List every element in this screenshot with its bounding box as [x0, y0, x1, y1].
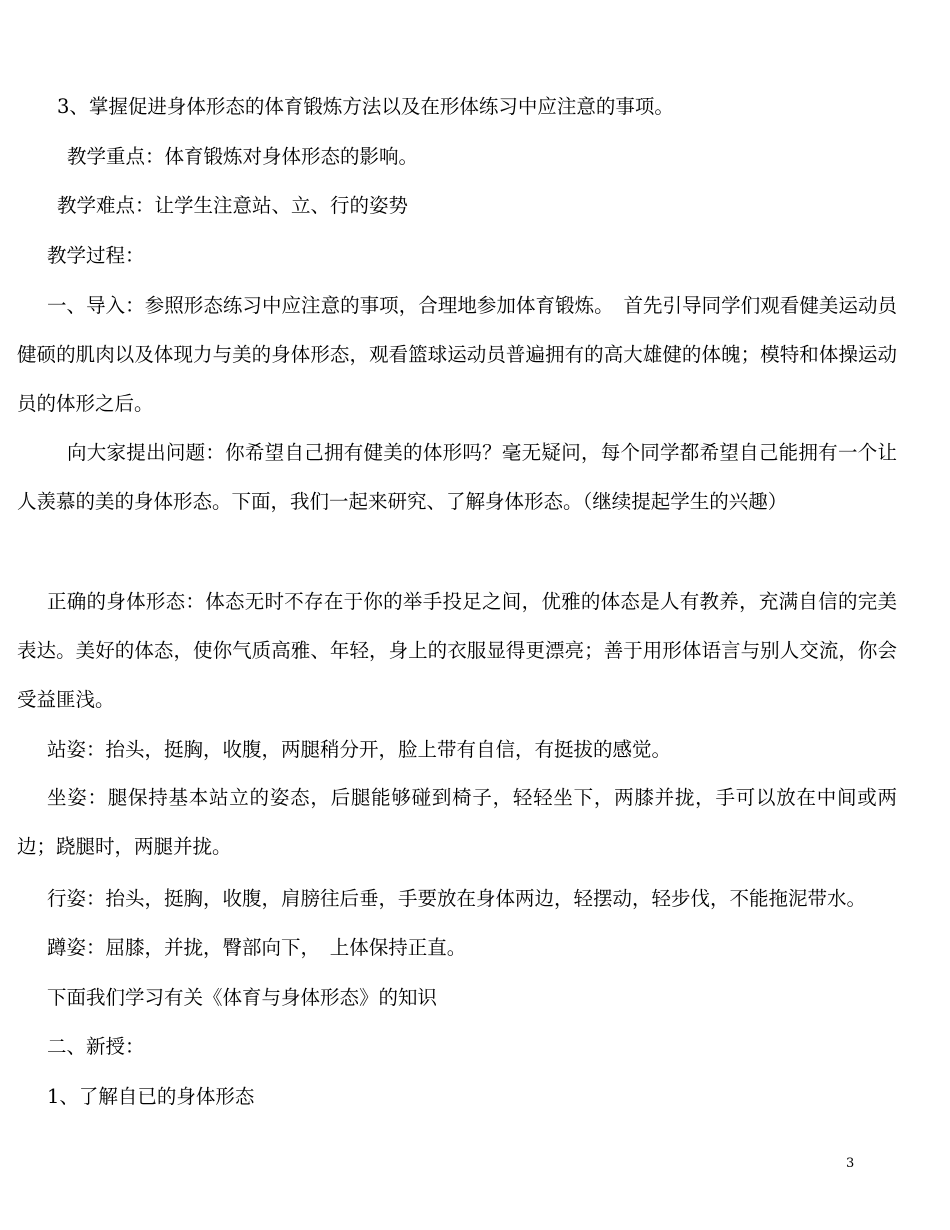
transition-sentence: 下面我们学习有关《体育与身体形态》的知识 [47, 986, 438, 1009]
teaching-difficulty: 教学难点：让学生注意站、立、行的姿势 [57, 194, 409, 217]
objective-3: 3、掌握促进身体形态的体育锻炼方法以及在形体练习中应注意的事项。 [57, 95, 674, 118]
squatting-posture: 蹲姿：屈膝，并拢，臀部向下， 上体保持正直。 [47, 936, 467, 959]
sitting-posture: 坐姿：腿保持基本站立的姿态，后腿能够碰到椅子，轻轻坐下，两膝并拢，手可以放在中间或两边；跷腿时，两腿并拢。 [17, 786, 897, 858]
walking-posture: 行姿：抬头，挺胸，收腹，肩膀往后垂，手要放在身体两边，轻摆动，轻步伐，不能拖泥带水。 [47, 887, 867, 910]
page-number: 3 [846, 1156, 855, 1171]
correct-posture-paragraph: 正确的身体形态：体态无时不存在于你的举手投足之间，优雅的体态是人有教养，充满自信的完美表达。美好的体态，使你气质高雅、年轻，身上的衣服显得更漂亮；善于用形体语言与别人交流，你会受益匪浅。 [17, 590, 897, 711]
subsection-1: 1、了解自已的身体形态 [47, 1085, 255, 1108]
teaching-process-heading: 教学过程： [47, 244, 145, 267]
standing-posture: 站姿：抬头，挺胸，收腹，两腿稍分开，脸上带有自信，有挺拔的感觉。 [47, 738, 672, 761]
question-paragraph: 向大家提出问题：你希望自己拥有健美的体形吗？毫无疑问，每个同学都希望自己能拥有一个让人羡慕的美的身体形态。下面，我们一起来研究、了解身体形态。（继续提起学生的兴趣） [17, 441, 897, 513]
new-lesson-heading: 二、新授： [47, 1035, 145, 1058]
intro-paragraph: 一、导入：参照形态练习中应注意的事项，合理地参加体育锻炼。 首先引导同学们观看健美运动员健硕的肌肉以及体现力与美的身体形态，观看篮球运动员普遍拥有的高大雄健的体魄；模特和体操运动员的体形之后。 [17, 294, 897, 415]
teaching-focus: 教学重点：体育锻炼对身体形态的影响。 [67, 145, 419, 168]
